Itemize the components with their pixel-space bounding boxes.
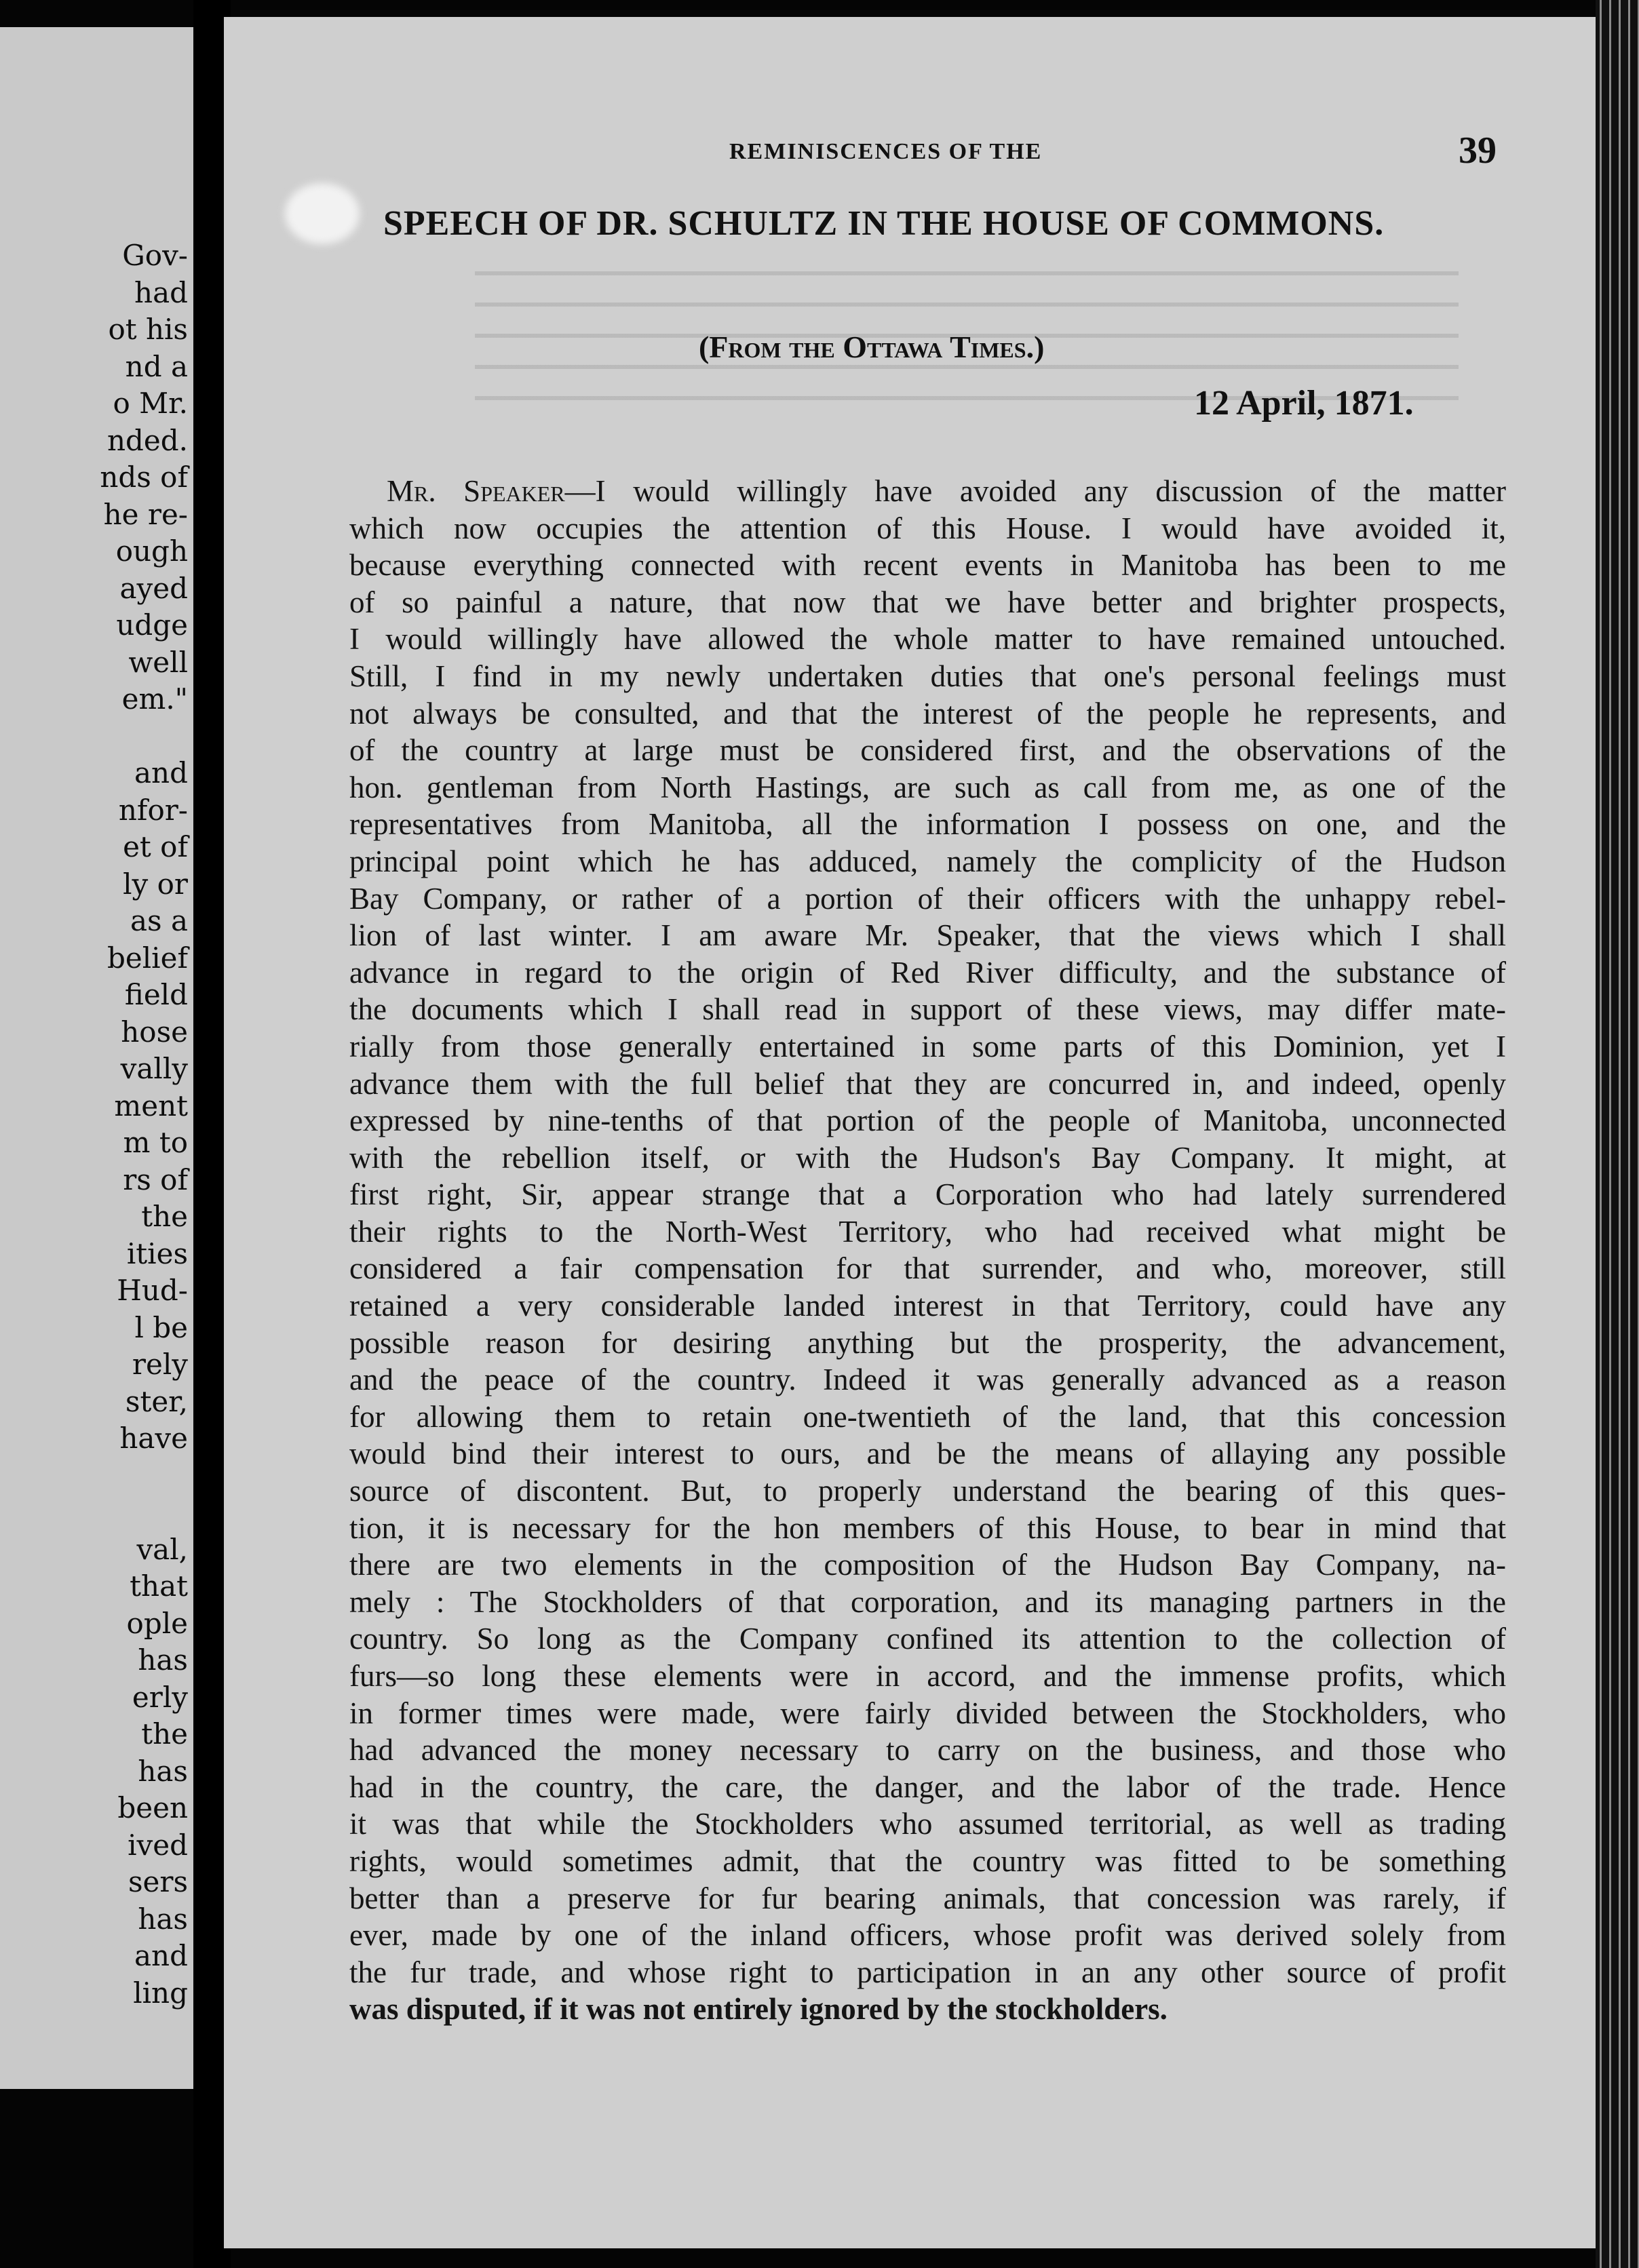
speech-line: had advanced the money necessary to carry on the business, and those who — [349, 1733, 1506, 1767]
page-number: 39 — [1459, 130, 1497, 172]
left-page-fragment: ived — [128, 1828, 188, 1862]
left-page-fragment: belief — [107, 941, 188, 975]
left-page-fragment: ot his — [108, 313, 188, 346]
left-page-fragment: em." — [121, 682, 188, 716]
speech-line: of so painful a nature, that now that we have better and brighter prospects, — [349, 585, 1506, 619]
left-page-fragment: field — [124, 978, 188, 1011]
running-head: REMINISCENCES OF THE — [729, 139, 1043, 164]
left-page-fragment: he re- — [103, 497, 188, 531]
speech-line: tion, it is necessary for the hon members of this House, to bear in mind that — [349, 1510, 1506, 1545]
speech-line: with the rebellion itself, or with the Hudson's Bay Company. It might, at — [349, 1140, 1506, 1175]
speech-line: advance in regard to the origin of Red River difficulty, and the substance of — [349, 955, 1506, 990]
speech-line: and the peace of the country. Indeed it was generally advanced as a reason — [349, 1363, 1506, 1397]
speech-line: had in the country, the care, the danger, and the labor of the trade. Hence — [349, 1770, 1506, 1804]
speech-line: their rights to the North-West Territory, who had received what might be — [349, 1214, 1506, 1249]
speech-body — [349, 473, 1506, 2028]
article-source: (From the Ottawa Times.) — [699, 330, 1045, 364]
left-page-fragment: udge — [116, 608, 188, 642]
speech-line: in former times were made, were fairly divided between the Stockholders, who — [349, 1696, 1506, 1730]
left-page-fragment: has — [138, 1754, 188, 1788]
left-page-fragment: ople — [126, 1606, 188, 1640]
left-page-fragment: nfor- — [118, 793, 188, 827]
speech-line — [349, 473, 1506, 510]
speech-line: furs—so long these elements were in accord, and the immense profits, which — [349, 1659, 1506, 1693]
left-page-fragment: sers — [128, 1865, 188, 1898]
left-page-fragment: nded. — [107, 423, 188, 457]
left-page-fragment: o Mr. — [113, 387, 188, 420]
speech-line: there are two elements in the composition of the Hudson Bay Company, na- — [349, 1548, 1506, 1582]
speech-line: rights, would sometimes admit, that the country was fitted to be something — [349, 1843, 1506, 1878]
left-page-fragment: had — [134, 275, 188, 309]
left-page-fragment: been — [117, 1791, 188, 1824]
left-page-fragment: ling — [133, 1976, 188, 2010]
left-page-fragment: nd a — [125, 349, 188, 383]
speech-line: would bind their interest to ours, and be the means of allaying any possible — [349, 1436, 1506, 1471]
speech-line: because everything connected with recent events in Manitoba has been to me — [349, 548, 1506, 583]
speech-line: first right, Sir, appear strange that a Corporation who had lately surrendered — [349, 1177, 1506, 1212]
left-page-fragment: hose — [121, 1015, 188, 1049]
left-facing-page — [0, 27, 193, 2089]
left-page-fragment: have — [119, 1422, 188, 1455]
left-page-fragment: nds of — [100, 461, 188, 494]
speech-line: was disputed, if it was not entirely ignored by the stockholders. — [349, 1992, 1168, 2027]
speech-line: it was that while the Stockholders who assumed territorial, as well as trading — [349, 1807, 1506, 1841]
article-date: 12 April, 1871. — [1194, 384, 1414, 423]
left-page-fragment: Hud- — [117, 1274, 188, 1307]
speech-line: of the country at large must be considered first, and the observations of the — [349, 733, 1506, 768]
left-page-fragment: the — [141, 1717, 188, 1751]
speech-line: the documents which I shall read in support of these views, may differ mate- — [349, 992, 1506, 1027]
left-page-fragment: ities — [126, 1236, 188, 1270]
left-page-fragment: val, — [136, 1532, 188, 1566]
left-page-fragment: has — [138, 1643, 188, 1677]
speech-line: source of discontent. But, to properly understand the bearing of this ques- — [349, 1474, 1506, 1508]
left-page-fragment: ly or — [123, 867, 188, 901]
speech-line: I would willingly have allowed the whole matter to have remained untouched. — [349, 622, 1506, 657]
speech-line-text: —I would willingly have avoided any discussion of the matter — [564, 474, 1506, 508]
left-page-fragment: rely — [132, 1348, 188, 1381]
speech-line: better than a preserve for fur bearing animals, that concession was rarely, if — [349, 1881, 1506, 1915]
left-page-fragment: l be — [134, 1310, 188, 1344]
speech-line: country. So long as the Company confined its attention to the collection of — [349, 1622, 1506, 1656]
speaker-prefix: Mr. Speaker — [387, 474, 565, 508]
left-page-fragment: vally — [120, 1052, 188, 1085]
left-page-fragment: and — [134, 756, 188, 789]
left-page-text-fragments — [5, 237, 188, 2012]
paper-smudge — [285, 183, 360, 244]
left-page-fragment: has — [138, 1902, 188, 1936]
left-page-fragment: as a — [130, 904, 188, 937]
speech-line: hon. gentleman from North Hastings, are such as call from me, as one of the — [349, 770, 1506, 804]
speech-line: retained a very considerable landed interest in that Territory, could have any — [349, 1289, 1506, 1323]
speech-line: expressed by nine-tenths of that portion of the people of Manitoba, unconnected — [349, 1103, 1506, 1138]
speech-line: Still, I find in my newly undertaken duties that one's personal feelings must — [349, 659, 1506, 693]
left-page-fragment: m to — [123, 1126, 188, 1159]
speech-line: Bay Company, or rather of a portion of their officers with the unhappy rebel- — [349, 881, 1506, 916]
left-page-fragment: the — [141, 1200, 188, 1233]
speech-line: which now occupies the attention of this House. I would have avoided it, — [349, 511, 1506, 545]
page-edges — [1596, 0, 1639, 2268]
speech-line: ever, made by one of the inland officers, whose profit was derived solely from — [349, 1918, 1506, 1953]
left-page-fragment — [5, 718, 188, 756]
speech-line: not always be consulted, and that the interest of the people he represents, and — [349, 696, 1506, 730]
left-page-fragment: well — [128, 645, 188, 679]
left-page-fragment: et of — [123, 830, 188, 863]
speech-line: mely : The Stockholders of that corporation, and its managing partners in the — [349, 1584, 1506, 1619]
speech-line: rially from those generally entertained in some parts of this Dominion, yet I — [349, 1029, 1506, 1063]
speech-line: representatives from Manitoba, all the information I possess on one, and the — [349, 807, 1506, 842]
left-page-fragment: ayed — [119, 571, 188, 605]
left-page-fragment: ster, — [125, 1384, 188, 1418]
speech-line: for allowing them to retain one-twentieth of the land, that this concession — [349, 1399, 1506, 1434]
left-page-fragment: that — [130, 1569, 188, 1603]
speech-line: considered a fair compensation for that surrender, and who, moreover, still — [349, 1251, 1506, 1286]
speech-line: lion of last winter. I am aware Mr. Speaker, that the views which I shall — [349, 918, 1506, 953]
speech-line: possible reason for desiring anything but the prosperity, the advancement, — [349, 1325, 1506, 1360]
left-page-fragment: rs of — [123, 1162, 188, 1196]
left-page-fragment: Gov- — [122, 239, 188, 272]
speech-line: the fur trade, and whose right to participation in an any other source of profit — [349, 1955, 1506, 1989]
article-title: SPEECH OF DR. SCHULTZ IN THE HOUSE OF COMMONS. — [383, 204, 1385, 243]
speech-line: principal point which he has adduced, namely the complicity of the Hudson — [349, 844, 1506, 878]
speech-line: advance them with the full belief that they are concurred in, and indeed, openly — [349, 1066, 1506, 1101]
left-page-fragment: erly — [132, 1680, 188, 1714]
left-page-fragment — [5, 1458, 188, 1495]
left-page-fragment: and — [134, 1939, 188, 1972]
left-page-fragment: ough — [115, 534, 188, 568]
left-page-fragment — [5, 1494, 188, 1531]
left-page-fragment: ment — [114, 1089, 188, 1122]
